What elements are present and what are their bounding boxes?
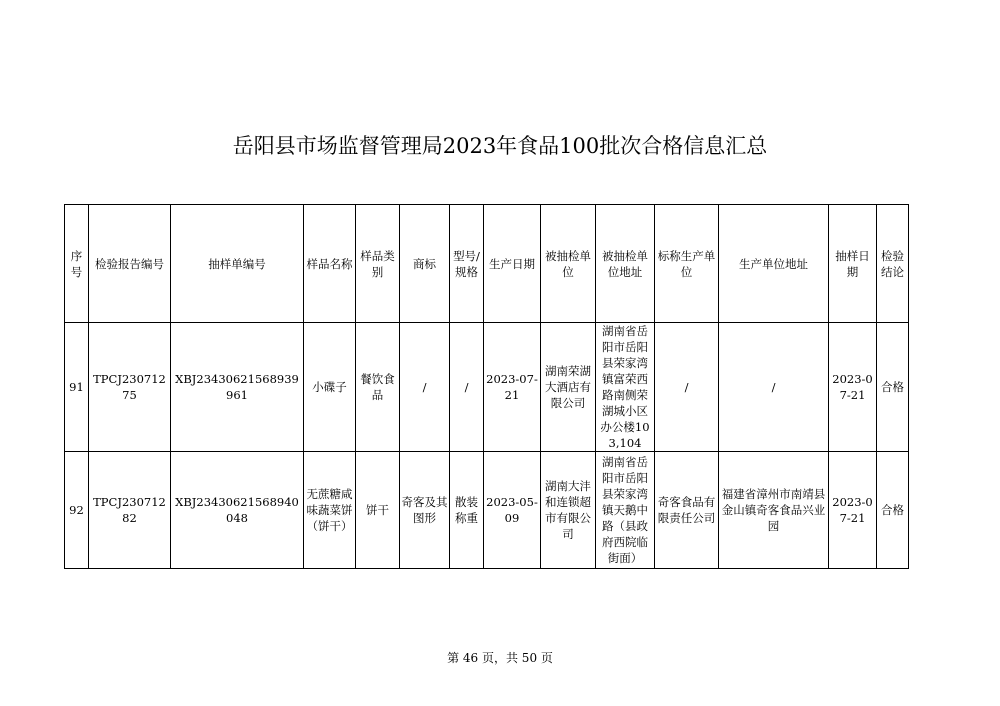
- table-cell: 湖南荣湖大酒店有限公司: [541, 323, 596, 452]
- table-row: [65, 452, 909, 569]
- results-table: [64, 204, 909, 569]
- header-cell: 生产日期: [484, 205, 541, 323]
- table-cell: 合格: [877, 452, 909, 569]
- table-cell: /: [719, 323, 829, 452]
- table-cell: 91: [65, 323, 89, 452]
- header-cell: 抽样日期: [829, 205, 877, 323]
- header-cell: 检验报告编号: [89, 205, 171, 323]
- table-cell: 小碟子: [304, 323, 356, 452]
- header-cell: 型号/规格: [450, 205, 484, 323]
- header-cell: 标称生产单位: [655, 205, 719, 323]
- header-cell: 样品类别: [356, 205, 400, 323]
- header-cell: 被抽检单位: [541, 205, 596, 323]
- table-cell: XBJ23430621568939961: [171, 323, 304, 452]
- header-cell: 商标: [400, 205, 450, 323]
- table-cell: 2023-05-09: [484, 452, 541, 569]
- table-cell: TPCJ23071282: [89, 452, 171, 569]
- header-cell: 被抽检单位地址: [596, 205, 655, 323]
- table-cell: 湖南大沣和连锁超市有限公司: [541, 452, 596, 569]
- table-cell: 湖南省岳阳市岳阳县荣家湾镇天鹅中路（县政府西院临街面）: [596, 452, 655, 569]
- table-cell: /: [400, 323, 450, 452]
- header-cell: 样品名称: [304, 205, 356, 323]
- table-cell: 92: [65, 452, 89, 569]
- table-cell: 餐饮食品: [356, 323, 400, 452]
- table-cell: /: [655, 323, 719, 452]
- table-cell: 合格: [877, 323, 909, 452]
- table-cell: 湖南省岳阳市岳阳县荣家湾镇富荣西路南侧荣湖城小区办公楼103,104: [596, 323, 655, 452]
- table-header-row: [65, 205, 909, 323]
- table-cell: 2023-07-21: [484, 323, 541, 452]
- table-row: [65, 323, 909, 452]
- table-cell: 奇客食品有限责任公司: [655, 452, 719, 569]
- table-cell: 奇客及其图形: [400, 452, 450, 569]
- header-cell: 序号: [65, 205, 89, 323]
- table-cell: 2023-07-21: [829, 452, 877, 569]
- table-cell: 福建省漳州市南靖县金山镇奇客食品兴业园: [719, 452, 829, 569]
- header-cell: 生产单位地址: [719, 205, 829, 323]
- table-cell: 2023-07-21: [829, 323, 877, 452]
- document-title: 岳阳县市场监督管理局2023年食品100批次合格信息汇总: [232, 134, 768, 158]
- table-cell: 散装称重: [450, 452, 484, 569]
- header-cell: 抽样单编号: [171, 205, 304, 323]
- page-number: 第 46 页，共 50 页: [447, 651, 553, 665]
- table-cell: /: [450, 323, 484, 452]
- table-cell: TPCJ23071275: [89, 323, 171, 452]
- table-cell: XBJ23430621568940048: [171, 452, 304, 569]
- table-cell: 无蔗糖咸味蔬菜饼（饼干）: [304, 452, 356, 569]
- header-cell: 检验结论: [877, 205, 909, 323]
- table-cell: 饼干: [356, 452, 400, 569]
